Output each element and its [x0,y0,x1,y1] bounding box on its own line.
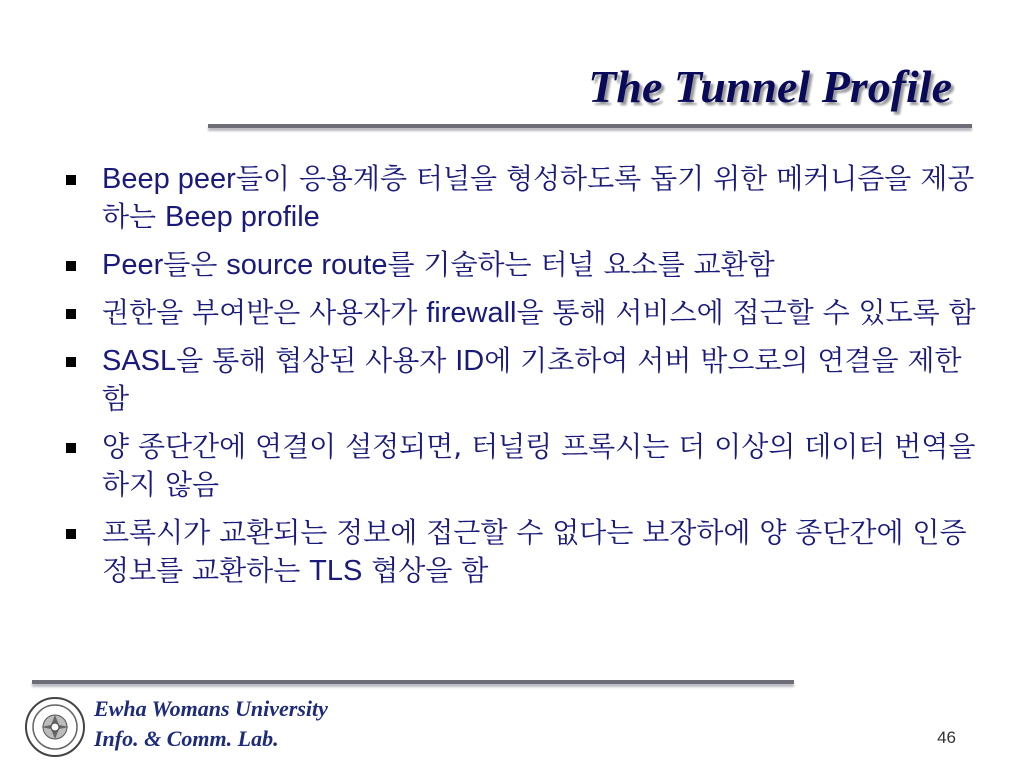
bullet-list [60,160,980,600]
bullet-item-4 [60,342,980,418]
bullet-text: firewall [426,297,517,329]
square-bullet-icon [66,443,76,453]
lab-name: Info. & Comm. Lab. [94,726,279,751]
bullet-text: TLS [309,555,363,587]
bullet-text: Beep profile [165,201,320,233]
bullet-text: 을 통해 협상된 사용자 [176,344,456,377]
bullet-text: ID [455,345,485,377]
bullet-text: SASL [102,345,177,377]
bullet-text: source route [226,249,388,281]
square-bullet-icon [66,357,76,367]
bullet-text: 를 기술하는 터널 요소를 교환함 [387,248,775,281]
bullet-text: 프록시가 교환되는 정보에 접근할 수 없다는 보장하에 양 종단간에 인증 정보를 교환하는 [102,516,967,587]
bullet-text: 에 기초하여 서버 밖으로의 연결을 제한함 [102,344,962,415]
slide-title: The Tunnel Profile [588,61,952,112]
footer-institution [94,694,328,754]
bullet-text: 들은 [163,248,227,281]
bullet-text: 들이 응용계층 터널을 형성하도록 돕기 위한 메커니즘을 제공하는 [102,162,975,233]
bullet-text: 을 통해 서비스에 접근할 수 있도록 함 [516,296,976,329]
bullet-text: 권한을 부여받은 사용자가 [102,296,427,329]
bullet-item-1 [60,160,980,236]
square-bullet-icon [66,261,76,271]
footer-divider [32,680,794,684]
bullet-text: 협상을 함 [362,554,489,587]
bullet-text: Peer [102,249,164,281]
page-number: 46 [937,728,956,747]
bullet-text: 양 종단간에 연결이 설정되면, 터널링 프록시는 더 이상의 데이터 번역을 하지 않음 [102,430,976,501]
bullet-item-2 [60,246,980,284]
university-name: Ewha Womans University [94,696,328,721]
bullet-item-6 [60,514,980,590]
title-divider [208,124,972,128]
university-seal-icon [24,696,86,758]
square-bullet-icon [66,309,76,319]
square-bullet-icon [66,529,76,539]
bullet-text: Beep peer [102,163,236,195]
square-bullet-icon [66,175,76,185]
bullet-item-5 [60,428,980,504]
bullet-item-3 [60,294,980,332]
